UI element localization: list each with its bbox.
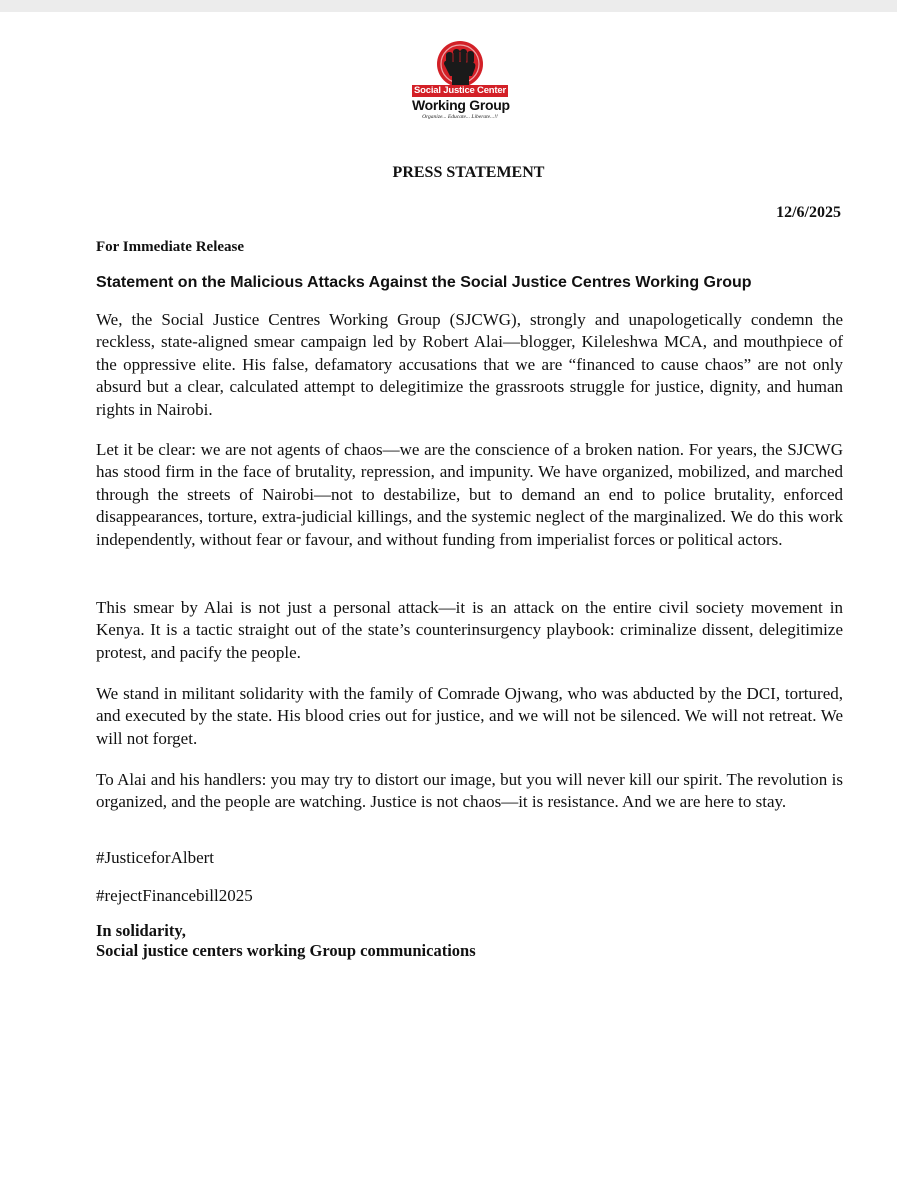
statement-headline: Statement on the Malicious Attacks Against the Social Justice Centres Working Group (96, 274, 752, 291)
body-paragraph: This smear by Alai is not just a personal attack—it is an attack on the entire civil society movement in Kenya. It is a tactic straight out of the state’s counterinsurgency playbook: criminalize dissent, delegitimize protest, and pacify the people. (96, 598, 843, 662)
statement-date: 12/6/2025 (776, 204, 841, 221)
body-paragraph: Let it be clear: we are not agents of chaos—we are the conscience of a broken nation. For years, the SJCWG has stood firm in the face of brutality, repression, and impunity. We have organized, mobilized, and marched through the streets of Nairobi—not to destabilize, but to demand an end to police brutality, enforced disappearances, torture, extra-judicial killings, and the systemic neglect of the marginalized. We do this work independently, without fear or favour, and without funding from imperialist forces or political actors. (96, 440, 843, 549)
logo-tagline: Organize... Educate... Liberate...!! (422, 114, 498, 120)
signoff-signatory: Social justice centers working Group communications (96, 941, 476, 960)
logo-working-group: Working Group (412, 97, 510, 113)
body-paragraph: We stand in militant solidarity with the family of Comrade Ojwang, who was abducted by the DCI, tortured, and executed by the state. His blood cries out for justice, and we will not be silenced. We will not retreat. We will not forget. (96, 684, 843, 748)
raised-fist-icon (410, 38, 510, 88)
signoff-closing: In solidarity, (96, 921, 186, 940)
page-title: PRESS STATEMENT (392, 164, 545, 181)
release-label: For Immediate Release (96, 239, 245, 255)
body-paragraph: We, the Social Justice Centres Working Group (SJCWG), strongly and unapologetically condemn the reckless, state-aligned smear campaign led by Robert Alai—blogger, Kileleshwa MCA, and mouthpiece of the oppressive elite. His false, defamatory accusations that we are “financed to cause chaos” are not only absurd but a clear, calculated attempt to delegitimize the grassroots struggle for justice, dignity, and human rights in Nairobi. (96, 310, 843, 419)
logo-organization-name: Social Justice Center (412, 85, 508, 97)
body-paragraph: To Alai and his handlers: you may try to distort our image, but you will never kill our spirit. The revolution is organized, and the people are watching. Justice is not chaos—it is resistance. And we are here to stay. (96, 770, 843, 812)
top-bar (0, 0, 897, 12)
hashtag: #rejectFinancebill2025 (96, 886, 253, 905)
hashtag: #JusticeforAlbert (96, 848, 215, 867)
